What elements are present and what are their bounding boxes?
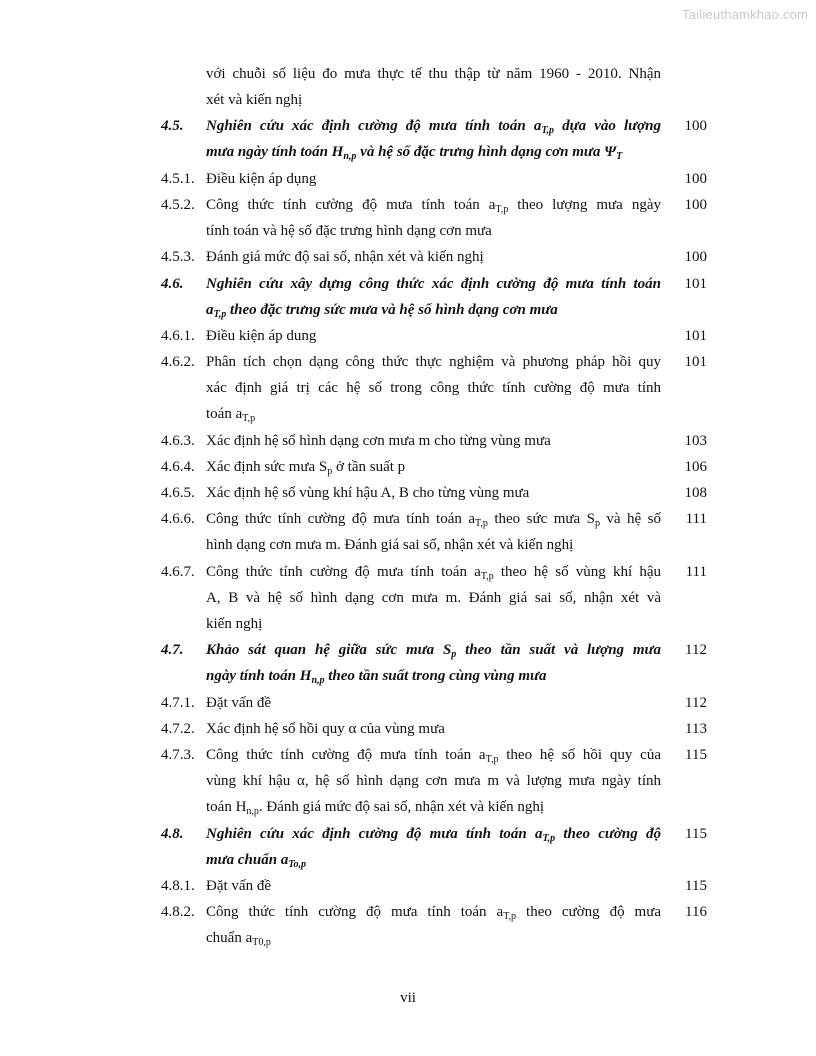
toc-subscript: T,p xyxy=(213,308,227,320)
toc-text-run: theo lượng mưa ngày xyxy=(508,197,662,213)
toc-entry-page: 103 xyxy=(684,432,707,449)
toc-entry-number: 4.5.2. xyxy=(161,197,195,213)
toc-text-run: và hệ số xyxy=(599,511,661,528)
toc-text-run: theo tần suất và lượng mưa xyxy=(456,642,661,659)
toc-text-run: Nghiên cứu xây dựng công thức xác định cường độ mưa tính toán xyxy=(206,275,661,292)
toc-entry-number: 4.7.1. xyxy=(161,694,195,711)
toc-entry-title-line xyxy=(206,663,661,689)
toc-subscript: T,p xyxy=(542,832,556,844)
toc-entry-number: 4.6.7. xyxy=(161,563,195,580)
toc-entry-title-line xyxy=(206,794,661,820)
toc-text-run: Xác định hệ số vùng khí hậu A, B cho từng vùng mưa xyxy=(206,485,530,502)
toc-entry-page: 100 xyxy=(684,249,707,266)
toc-entry-title-line xyxy=(206,297,661,323)
toc-entry-title xyxy=(206,192,661,244)
toc-entry-title-line xyxy=(206,61,661,87)
toc-entry-title xyxy=(206,873,661,899)
toc-entry-title-line xyxy=(206,480,661,506)
toc-entry-page: 101 xyxy=(684,354,707,371)
toc-text-run: Công thức tính cường độ mưa tính toán a xyxy=(206,197,496,213)
toc-entry-title-line xyxy=(206,873,661,899)
toc-entry-number: 4.6.4. xyxy=(161,459,195,475)
watermark-text: Tailieuthamkhao.com xyxy=(682,7,808,22)
toc-text-run: Đặt vấn đề xyxy=(206,878,271,895)
toc-text-run: Đánh giá mức độ sai số, nhận xét và kiến nghị xyxy=(206,249,484,266)
toc-entry-number: 4.7. xyxy=(161,642,184,659)
toc-text-run: . Đánh giá mức độ sai số, nhận xét và kiến nghị xyxy=(258,799,545,816)
toc-entry-number: 4.5.3. xyxy=(161,249,195,266)
toc-entry-title-line xyxy=(206,323,661,349)
toc-entry-page: 100 xyxy=(684,118,707,135)
toc-text-run: hình dạng cơn mưa m. Đánh giá sai số, nhận xét và kiến nghị xyxy=(206,537,574,554)
toc-entry-page: 101 xyxy=(684,275,707,292)
toc-subscript: T,p xyxy=(474,518,488,530)
toc-entry-title xyxy=(206,454,661,480)
toc-entry-number: 4.5. xyxy=(161,118,184,135)
toc-entry-title xyxy=(206,637,661,689)
toc-entry-page: 115 xyxy=(685,747,707,764)
toc-text-run: a xyxy=(206,301,214,318)
toc-entry-number: 4.8.1. xyxy=(161,878,195,895)
toc-subscript: p xyxy=(451,649,457,661)
toc-entry-title-line xyxy=(206,87,661,113)
toc-subscript: To,p xyxy=(288,858,307,870)
toc-entry-page: 111 xyxy=(685,511,707,528)
toc-entry-title xyxy=(206,428,661,454)
toc-entry-title-line xyxy=(206,742,661,768)
toc-entry-title xyxy=(206,899,661,951)
toc-entry-title-line xyxy=(206,690,661,716)
toc-entry-title-line xyxy=(206,847,661,873)
toc-text-run: Đặt vấn đề xyxy=(206,694,271,711)
toc-entry-page: 100 xyxy=(684,170,707,187)
toc-entry-title xyxy=(206,506,661,558)
toc-entry-title-line xyxy=(206,349,661,375)
toc-entry-title xyxy=(206,742,661,820)
toc-entry-title-line xyxy=(206,454,661,480)
toc-entry-title-line xyxy=(206,244,661,270)
toc-subscript: p xyxy=(594,518,600,530)
toc-text-run: dựa vào lượng xyxy=(554,118,661,135)
toc-text-run: ở tần suất p xyxy=(332,459,406,475)
toc-subscript: T xyxy=(616,151,623,163)
toc-subscript: T,p xyxy=(503,911,517,923)
toc-text-run: Công thức tính cường độ mưa tính toán a xyxy=(206,563,481,580)
toc-entry-title xyxy=(206,349,661,427)
toc-text-run: toán H xyxy=(206,799,247,816)
toc-subscript: n,p xyxy=(343,151,357,163)
toc-entry-page: 100 xyxy=(684,197,707,213)
toc-text-run: theo hệ số hồi quy của xyxy=(498,747,661,764)
toc-entry-page: 112 xyxy=(685,642,707,659)
toc-subscript: T,p xyxy=(541,125,555,137)
toc-entry-title-line xyxy=(206,925,661,951)
toc-text-run: vùng khí hậu α, hệ số hình dạng cơn mưa m và lượng mưa ngày tính xyxy=(206,773,661,790)
toc-entry-title-line xyxy=(206,716,661,742)
toc-entry-number: 4.5.1. xyxy=(161,170,195,187)
toc-entry-page: 113 xyxy=(685,721,707,737)
toc-entry-number: 4.6.5. xyxy=(161,485,195,502)
toc-text-run: theo cường độ mưa xyxy=(516,904,662,921)
toc-text-run: mưa chuẩn a xyxy=(206,851,289,868)
toc-entry-number: 4.7.3. xyxy=(161,747,195,764)
toc-text-run: theo đặc trưng sức mưa và hệ số hình dạng cơn mưa xyxy=(226,301,558,318)
toc-text-run: A, B và hệ số hình dạng cơn mưa m. Đánh giá sai số, nhận xét và xyxy=(206,589,661,606)
toc-entry-title-line xyxy=(206,375,661,401)
toc-entry-number: 4.6.6. xyxy=(161,511,195,528)
toc-subscript: T,p xyxy=(480,570,494,582)
toc-entry-title-line xyxy=(206,637,661,663)
toc-text-run: tính toán và hệ số đặc trưng hình dạng cơn mưa xyxy=(206,223,492,239)
toc-entry-title xyxy=(206,716,661,742)
toc-text-run: Điều kiện áp dung xyxy=(206,328,317,344)
toc-subscript: n,p xyxy=(246,806,259,818)
toc-entry-title xyxy=(206,244,661,270)
toc-entry-title xyxy=(206,166,661,192)
toc-entry-title xyxy=(206,559,661,637)
toc-text-run: Công thức tính cường độ mưa tính toán a xyxy=(206,904,504,921)
toc-entry-title-line xyxy=(206,899,661,925)
toc-text-run: Phân tích chọn dạng công thức thực nghiệm và phương pháp hồi quy xyxy=(206,354,661,371)
toc-text-run: xét và kiến nghị xyxy=(206,92,303,108)
toc-entry-page: 101 xyxy=(684,328,707,344)
toc-entry-title xyxy=(206,480,661,506)
toc-entry-page: 106 xyxy=(684,459,707,475)
toc-entry-page: 112 xyxy=(685,694,707,711)
toc-subscript: p xyxy=(327,466,333,477)
toc-text-run: xác định giá trị các hệ số trong công thức tính cường độ mưa tính xyxy=(206,380,661,397)
toc-entry-title xyxy=(206,690,661,716)
toc-entry-page: 116 xyxy=(685,904,707,921)
toc-text-run: chuẩn a xyxy=(206,930,253,947)
toc-text-run: theo tần suất trong cùng vùng mưa xyxy=(324,668,547,685)
toc-entry-number: 4.6.2. xyxy=(161,354,195,371)
toc-entry-page: 111 xyxy=(685,563,707,580)
toc-entry-title-line xyxy=(206,821,661,847)
toc-entry-number: 4.6.1. xyxy=(161,328,195,344)
toc-text-run: Điều kiện áp dụng xyxy=(206,170,317,187)
toc-subscript: T0,p xyxy=(252,937,271,949)
toc-text-run: Xác định hệ số hồi quy α của vùng mưa xyxy=(206,721,445,737)
toc-entry-title-line xyxy=(206,192,661,218)
toc-text-run: theo cường độ xyxy=(555,825,661,842)
toc-text-run: Nghiên cứu xác định cường độ mưa tính toán a xyxy=(206,825,543,842)
toc-entry-number: 4.7.2. xyxy=(161,721,195,737)
toc-subscript: T,p xyxy=(485,754,499,766)
toc-entry-title-line xyxy=(206,401,661,427)
toc-text-run: Công thức tính cường độ mưa tính toán a xyxy=(206,747,486,764)
toc-entry-title xyxy=(206,113,661,165)
toc-text-run: Công thức tính cường độ mưa tính toán a xyxy=(206,511,475,528)
page-number: vii xyxy=(400,990,416,1006)
toc-text-run: kiến nghị xyxy=(206,615,263,632)
toc-subscript: T,p xyxy=(495,204,509,215)
toc-text-run: Khảo sát quan hệ giữa sức mưa S xyxy=(206,642,452,659)
toc-entry-title xyxy=(206,271,661,323)
toc-entry-title-line xyxy=(206,506,661,532)
toc-text-run: theo sức mưa S xyxy=(487,511,595,528)
toc-text-run: Xác định hệ số hình dạng cơn mưa m cho từng vùng mưa xyxy=(206,432,551,449)
toc-entry-title-line xyxy=(206,532,661,558)
toc-entry-number: 4.6.3. xyxy=(161,432,195,449)
toc-entry-title-line xyxy=(206,585,661,611)
toc-subscript: T,p xyxy=(242,413,256,425)
toc-text-run: và hệ số đặc trưng hình dạng cơn mưa Ψ xyxy=(356,144,617,161)
toc-text-run: Xác định sức mưa S xyxy=(206,459,328,475)
toc-entry-number: 4.6. xyxy=(161,275,184,292)
toc-entry-page: 115 xyxy=(685,878,707,895)
toc-text-run: với chuỗi số liệu đo mưa thực tế thu thập từ năm 1960 - 2010. Nhận xyxy=(206,66,661,82)
toc-entry-title xyxy=(206,323,661,349)
toc-entry-title-line xyxy=(206,271,661,297)
toc-entry-title-line xyxy=(206,218,661,244)
toc-text-run: mưa ngày tính toán H xyxy=(206,144,344,161)
toc-entry-title-line xyxy=(206,113,661,139)
toc-entry-title-line xyxy=(206,166,661,192)
toc-entry-title xyxy=(206,61,661,113)
toc-text-run: ngày tính toán H xyxy=(206,668,312,685)
toc-text-run: theo hệ số vùng khí hậu xyxy=(493,563,661,580)
toc-entry-page: 115 xyxy=(685,825,707,842)
toc-entry-page: 108 xyxy=(684,485,707,502)
toc-entry-title-line xyxy=(206,139,661,165)
toc-subscript: n,p xyxy=(311,675,325,687)
toc-entry-number: 4.8. xyxy=(161,825,184,842)
toc-entry-title-line xyxy=(206,768,661,794)
toc-entry-title-line xyxy=(206,559,661,585)
toc-entry-number: 4.8.2. xyxy=(161,904,195,921)
toc-entry-title-line xyxy=(206,611,661,637)
toc-text-run: toán a xyxy=(206,406,243,423)
toc-entry-title-line xyxy=(206,428,661,454)
toc-entry-title xyxy=(206,821,661,873)
toc-text-run: Nghiên cứu xác định cường độ mưa tính toán a xyxy=(206,118,542,135)
